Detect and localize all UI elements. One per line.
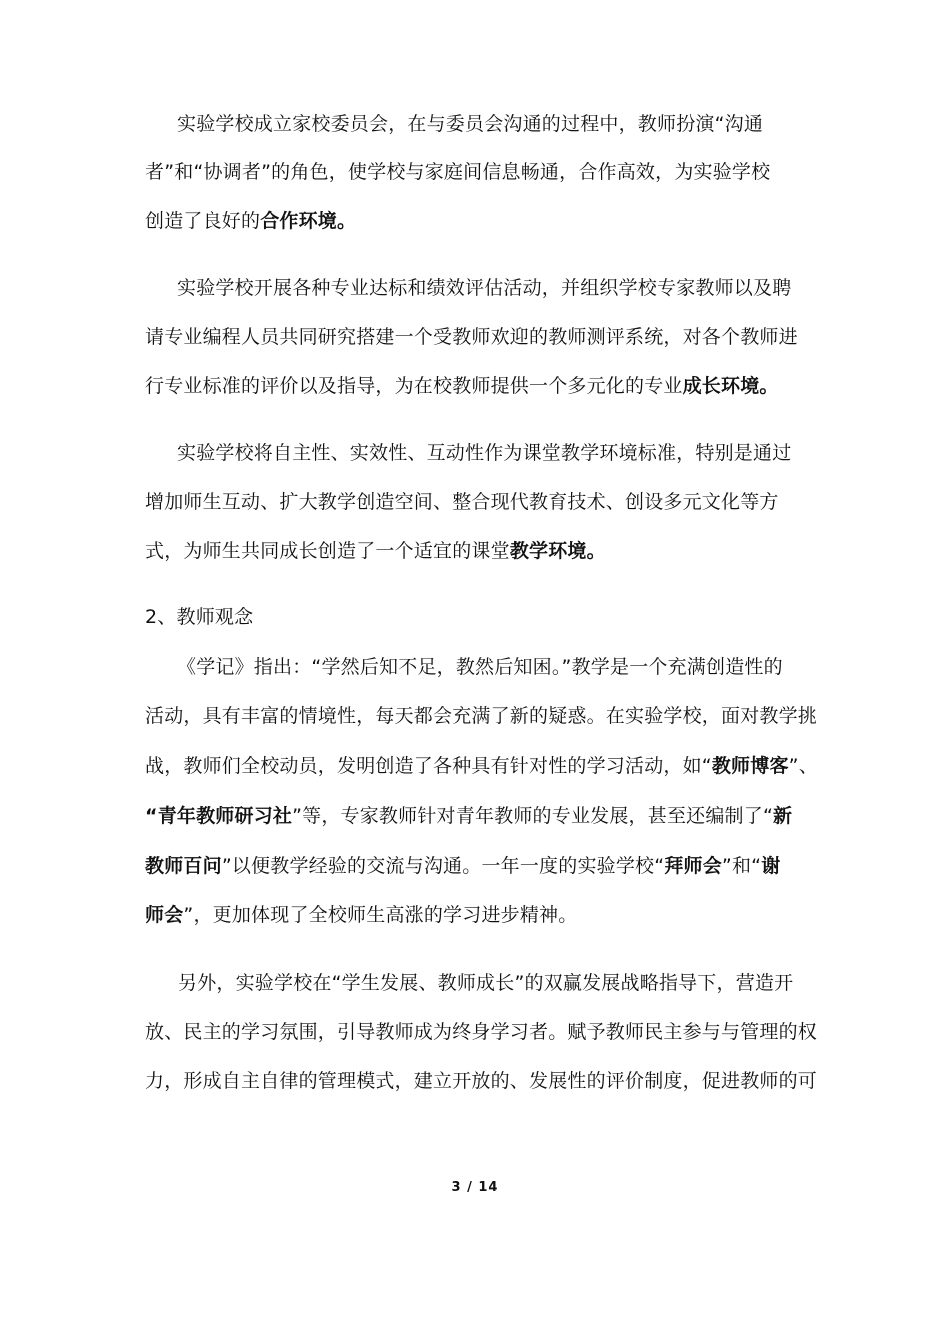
paragraph-2-line-2: 请专业编程人员共同研究搭建一个受教师欢迎的教师测评系统，对各个教师进 xyxy=(145,326,798,348)
text-run: 战，教师们全校动员，发明创造了各种具有针对性的学习活动，如“ xyxy=(145,755,712,777)
bold-term-xie: 谢 xyxy=(761,855,781,877)
paragraph-4-line-4 xyxy=(145,804,792,828)
text-run: ”和“ xyxy=(721,855,762,877)
text-run: ”以便教学经验的交流与沟通。一年一度的实验学校“ xyxy=(221,855,665,877)
paragraph-2-line-3 xyxy=(145,374,779,398)
bold-term-jiaoshi-boke: 教师博客 xyxy=(711,755,789,777)
text-run: ”等，专家教师针对青年教师的专业发展，甚至还编制了“ xyxy=(292,805,773,827)
section-heading: 2、教师观念 xyxy=(145,606,254,628)
paragraph-3-line-2: 增加师生互动、扩大教学创造空间、整合现代教育技术、创设多元文化等方 xyxy=(145,491,779,513)
bold-term-jiaoshi-baiwen: 教师百问 xyxy=(145,855,222,877)
quote-mark: “ xyxy=(145,805,158,827)
paragraph-1-line-2: 者”和“协调者”的角色，使学校与家庭间信息畅通，合作高效，为实验学校 xyxy=(145,161,771,183)
paragraph-3-line-3 xyxy=(145,539,606,563)
text-run: ”、 xyxy=(788,755,818,777)
period: 。 xyxy=(337,210,357,232)
page-number: 3 / 14 xyxy=(451,1180,499,1195)
paragraph-2-line-1: 实验学校开展各种专业达标和绩效评估活动，并组织学校专家教师以及聘 xyxy=(177,277,792,299)
bold-term-qingnian-jiaoshi-yanxishe: 青年教师研习社 xyxy=(157,805,293,827)
paragraph-4-line-3 xyxy=(145,754,818,778)
paragraph-4-line-2: 活动，具有丰富的情境性，每天都会充满了新的疑惑。在实验学校，面对教学挑 xyxy=(145,705,818,727)
paragraph-3-line-1: 实验学校将自主性、实效性、互动性作为课堂教学环境标准，特别是通过 xyxy=(177,442,792,464)
paragraph-5-line-3: 力，形成自主自律的管理模式，建立开放的、发展性的评价制度，促进教师的可 xyxy=(145,1070,818,1092)
paragraph-4-line-1: 《学记》指出：“学然后知不足，教然后知困。”教学是一个充满创造性的 xyxy=(177,656,783,678)
paragraph-1-line-3 xyxy=(145,209,356,233)
bold-term-hezuo-huanjing: 合作环境 xyxy=(260,210,338,232)
bold-term-baishihui: 拜师会 xyxy=(664,855,722,877)
text-run: 式，为师生共同成长创造了一个适宜的课堂 xyxy=(145,540,510,562)
paragraph-1-line-1: 实验学校成立家校委员会，在与委员会沟通的过程中，教师扮演“沟通 xyxy=(177,113,764,135)
bold-term-jiaoxue-huanjing: 教学环境 xyxy=(509,540,587,562)
paragraph-5-line-2: 放、民主的学习氛围，引导教师成为终身学习者。赋予教师民主参与与管理的权 xyxy=(145,1021,818,1043)
text-run: 行专业标准的评价以及指导，为在校教师提供一个多元化的专业 xyxy=(145,375,683,397)
bold-term-chengzhang-huanjing: 成长环境 xyxy=(682,375,760,397)
bold-term-xin: 新 xyxy=(772,805,793,827)
text-run: ”，更加体现了全校师生高涨的学习进步精神。 xyxy=(183,904,578,926)
paragraph-4-line-5 xyxy=(145,854,780,878)
paragraph-4-line-6 xyxy=(145,903,577,927)
paragraph-5-line-1: 另外，实验学校在“学生发展、教师成长”的双赢发展战略指导下，营造开 xyxy=(178,972,794,994)
text-run: 创造了良好的 xyxy=(145,210,261,232)
period: 。 xyxy=(759,375,779,397)
bold-term-shihui: 师会 xyxy=(145,904,184,926)
period: 。 xyxy=(586,540,606,562)
